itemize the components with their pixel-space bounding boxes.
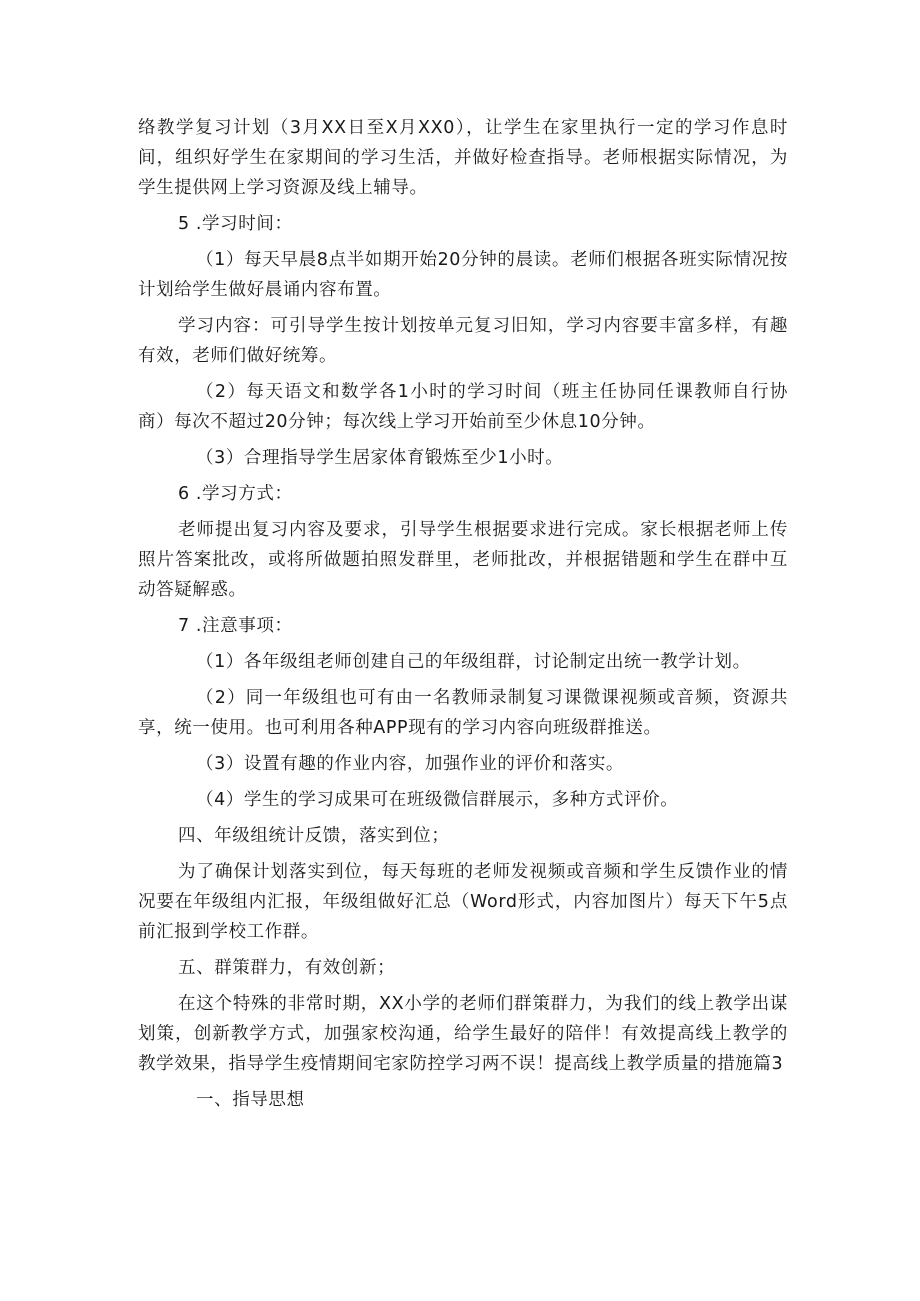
- list-item-grade-group: （1）各年级组老师创建自己的年级组群，讨论制定出统一教学计划。: [196, 652, 751, 672]
- paragraph-innovation: 在这个特殊的非常时期，XX小学的老师们群策群力，为我们的线上教学出谋划策，创新教学方式，加强家校沟通，给学生最好的陪伴！有效提高线上教学的教学效果，指导学生疫情期间宅家防控学习两不误！提高线上教学质量的措施篇3: [138, 994, 788, 1074]
- paragraph-continuation: 络教学复习计划（3月XX日至X月XX0），让学生在家里执行一定的学习作息时间，组织好学生在家期间的学习生活，并做好检查指导。老师根据实际情况，为学生提供网上学习资源及线上辅导。: [138, 118, 788, 198]
- list-item-micro-lessons: （2）同一年级组也可有由一名教师录制复习课微课视频或音频，资源共享，统一使用。也可利用各种APP现有的学习内容向班级群推送。: [138, 688, 788, 738]
- list-item-homework: （3）设置有趣的作业内容，加强作业的评价和落实。: [196, 754, 625, 774]
- section-heading-guiding-ideology: 一、指导思想: [196, 1090, 305, 1110]
- section-heading-study-method: 6 .学习方式：: [178, 484, 293, 504]
- paragraph-study-content: 学习内容：可引导学生按计划按单元复习旧知，学习内容要丰富多样，有趣有效，老师们做好统筹。: [138, 316, 788, 366]
- list-item-results-display: （4）学生的学习成果可在班级微信群展示，多种方式评价。: [196, 790, 679, 810]
- section-heading-feedback: 四、年级组统计反馈，落实到位；: [178, 826, 450, 846]
- paragraph-study-method: 老师提出复习内容及要求，引导学生根据要求进行完成。家长根据老师上传照片答案批改，或将所做题拍照发群里，老师批改，并根据错题和学生在群中互动答疑解惑。: [138, 520, 788, 600]
- list-item-morning-reading: （1）每天早晨8点半如期开始20分钟的晨读。老师们根据各班实际情况按计划给学生做好晨诵内容布置。: [138, 250, 788, 300]
- list-item-physical-exercise: （3）合理指导学生居家体育锻炼至少1小时。: [196, 448, 564, 468]
- list-item-daily-study-time: （2）每天语文和数学各1小时的学习时间（班主任协同任课教师自行协商）每次不超过20分钟；每次线上学习开始前至少休息10分钟。: [138, 382, 788, 432]
- section-heading-study-time: 5 .学习时间：: [178, 214, 293, 234]
- section-heading-notes: 7 .注意事项：: [178, 616, 293, 636]
- section-heading-innovation: 五、群策群力，有效创新；: [178, 958, 396, 978]
- paragraph-feedback: 为了确保计划落实到位，每天每班的老师发视频或音频和学生反馈作业的情况要在年级组内汇报，年级组做好汇总（Word形式，内容加图片）每天下午5点前汇报到学校工作群。: [138, 862, 788, 942]
- document-body: [138, 113, 788, 1121]
